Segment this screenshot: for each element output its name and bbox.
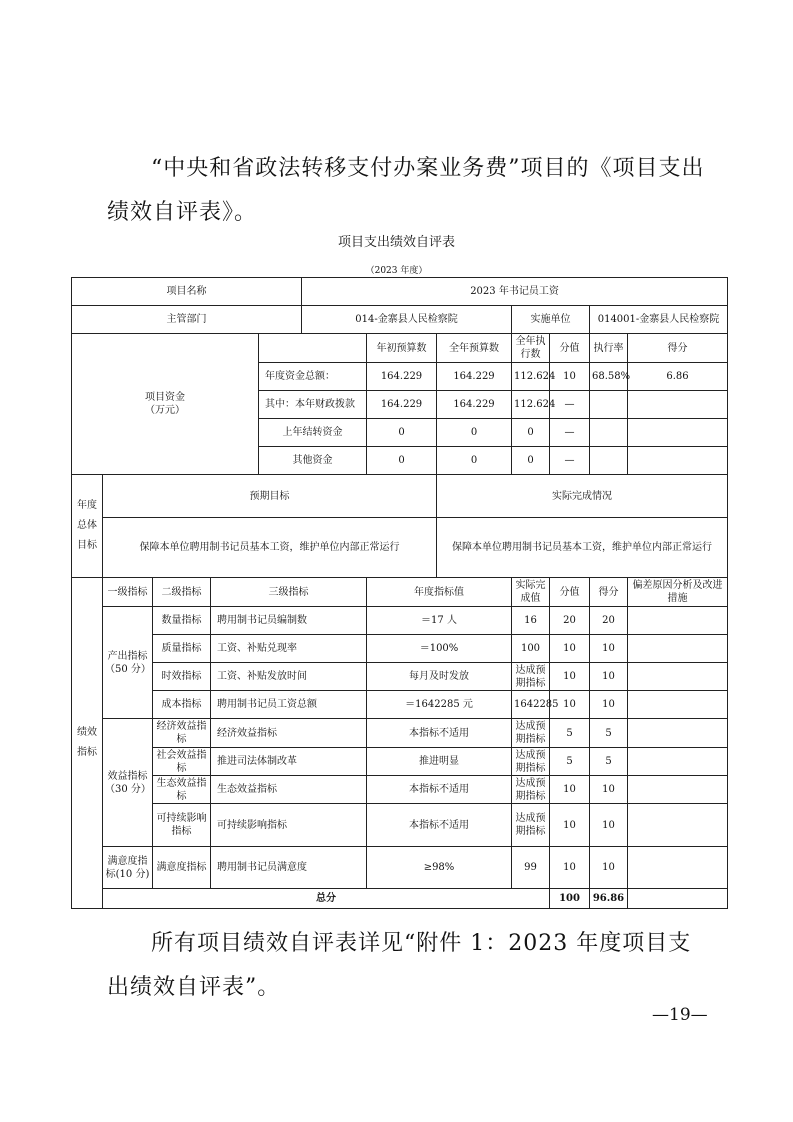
funds-cell: 10 xyxy=(550,363,590,391)
dept-label: 主管部门 xyxy=(72,306,302,334)
note xyxy=(628,748,728,776)
funds-cell xyxy=(590,447,628,475)
expected-label: 预期目标 xyxy=(103,475,437,518)
funds-cell: — xyxy=(550,447,590,475)
funds-cell xyxy=(628,447,728,475)
score: 10 xyxy=(590,663,628,691)
impl-label: 实施单位 xyxy=(512,306,590,334)
note xyxy=(628,607,728,635)
score: 20 xyxy=(590,607,628,635)
level3: 经济效益指标 xyxy=(211,719,367,748)
weight: 5 xyxy=(550,748,590,776)
closing-paragraph: 所有项目绩效自评表详见“附件 1：2023 年度项目支出绩效自评表”。 xyxy=(107,931,692,1000)
target: ＝100% xyxy=(367,635,512,663)
funds-label xyxy=(72,334,259,475)
weight: 20 xyxy=(550,607,590,635)
project-name-label: 项目名称 xyxy=(72,278,302,306)
funds-cell: 6.86 xyxy=(628,363,728,391)
funds-cell: — xyxy=(550,419,590,447)
note xyxy=(628,691,728,719)
total-blank xyxy=(628,889,728,909)
target: 本指标不适用 xyxy=(367,804,512,847)
target: ＝1642285 元 xyxy=(367,691,512,719)
funds-cell xyxy=(590,391,628,419)
weight: 10 xyxy=(550,691,590,719)
project-name: 2023 年书记员工资 xyxy=(302,278,728,306)
actual: 100 xyxy=(512,635,550,663)
table-year: （2023 年度） xyxy=(365,266,428,276)
level3: 聘用制书记员满意度 xyxy=(211,847,367,889)
actual-goal: 保障本单位聘用制书记员基本工资，维护单位内部正常运行 xyxy=(437,518,728,578)
level2: 满意度指标 xyxy=(153,847,211,889)
impl-value: 014001-金寨县人民检察院 xyxy=(590,306,728,334)
actual-label: 实际完成情况 xyxy=(437,475,728,518)
weight: 10 xyxy=(550,847,590,889)
actual: 达成预期指标 xyxy=(512,804,550,847)
level2: 生态效益指标 xyxy=(153,776,211,804)
funds-label-line1: 项目资金 xyxy=(145,392,185,403)
ind-col-actual: 实际完成值 xyxy=(512,578,550,607)
funds-header-blank xyxy=(259,334,367,363)
actual: 16 xyxy=(512,607,550,635)
level2: 可持续影响指标 xyxy=(153,804,211,847)
funds-cell xyxy=(628,391,728,419)
page-number: —19— xyxy=(652,1005,708,1025)
actual: 达成预期指标 xyxy=(512,748,550,776)
weight: 5 xyxy=(550,719,590,748)
score: 10 xyxy=(590,804,628,847)
funds-cell: 164.229 xyxy=(367,391,437,419)
level3: 聘用制书记员编制数 xyxy=(211,607,367,635)
funds-row-name: 上年结转资金 xyxy=(259,419,367,447)
actual: 达成预期指标 xyxy=(512,663,550,691)
funds-row-name: 年度资金总额： xyxy=(259,363,367,391)
note xyxy=(628,776,728,804)
funds-cell xyxy=(590,419,628,447)
actual: 1642285 xyxy=(512,691,550,719)
funds-cell: 164.229 xyxy=(437,363,512,391)
funds-row-name: 其中：本年财政拨款 xyxy=(259,391,367,419)
level2: 经济效益指标 xyxy=(153,719,211,748)
funds-cell: 0 xyxy=(367,419,437,447)
actual: 达成预期指标 xyxy=(512,719,550,748)
level2: 成本指标 xyxy=(153,691,211,719)
note xyxy=(628,635,728,663)
score: 10 xyxy=(590,635,628,663)
weight: 10 xyxy=(550,776,590,804)
funds-cell: 112.624 xyxy=(512,391,550,419)
target: 推进明显 xyxy=(367,748,512,776)
funds-cell: 0 xyxy=(512,419,550,447)
funds-cell: 164.229 xyxy=(437,391,512,419)
level1-output: 产出指标（50 分） xyxy=(103,607,153,719)
level2: 社会效益指标 xyxy=(153,748,211,776)
note xyxy=(628,847,728,889)
target: ≥98% xyxy=(367,847,512,889)
level1-benefit: 效益指标（30 分） xyxy=(103,719,153,847)
funds-col-weight: 分值 xyxy=(550,334,590,363)
target: 每月及时发放 xyxy=(367,663,512,691)
ind-col-level1: 一级指标 xyxy=(103,578,153,607)
funds-cell: 0 xyxy=(367,447,437,475)
score: 10 xyxy=(590,776,628,804)
intro-paragraph: “中央和省政法转移支付办案业务费”项目的《项目支出绩效自评表》。 xyxy=(107,156,705,225)
indicators-label: 绩效指标 xyxy=(72,578,103,909)
funds-col-rate: 执行率 xyxy=(590,334,628,363)
funds-col-initial: 年初预算数 xyxy=(367,334,437,363)
dept-value: 014-金寨县人民检察院 xyxy=(302,306,512,334)
total-score: 96.86 xyxy=(590,889,628,909)
level3: 工资、补贴兑现率 xyxy=(211,635,367,663)
target: ＝17 人 xyxy=(367,607,512,635)
expected-goal: 保障本单位聘用制书记员基本工资，维护单位内部正常运行 xyxy=(103,518,437,578)
note xyxy=(628,719,728,748)
funds-row-name: 其他资金 xyxy=(259,447,367,475)
ind-col-score: 得分 xyxy=(590,578,628,607)
actual: 99 xyxy=(512,847,550,889)
level2: 时效指标 xyxy=(153,663,211,691)
note xyxy=(628,663,728,691)
weight: 10 xyxy=(550,635,590,663)
funds-col-annual: 全年预算数 xyxy=(437,334,512,363)
target: 本指标不适用 xyxy=(367,719,512,748)
ind-col-note: 偏差原因分析及改进措施 xyxy=(628,578,728,607)
score: 10 xyxy=(590,691,628,719)
level2: 质量指标 xyxy=(153,635,211,663)
level2: 数量指标 xyxy=(153,607,211,635)
ind-col-level3: 三级指标 xyxy=(211,578,367,607)
weight: 10 xyxy=(550,804,590,847)
funds-cell: 0 xyxy=(437,419,512,447)
ind-col-weight: 分值 xyxy=(550,578,590,607)
funds-cell: 0 xyxy=(437,447,512,475)
funds-cell: 68.58% xyxy=(590,363,628,391)
funds-cell: 0 xyxy=(512,447,550,475)
score: 10 xyxy=(590,847,628,889)
actual: 达成预期指标 xyxy=(512,776,550,804)
weight: 10 xyxy=(550,663,590,691)
score: 5 xyxy=(590,719,628,748)
level3: 生态效益指标 xyxy=(211,776,367,804)
funds-cell: — xyxy=(550,391,590,419)
level3: 聘用制书记员工资总额 xyxy=(211,691,367,719)
funds-cell xyxy=(628,419,728,447)
table-title: 项目支出绩效自评表 xyxy=(337,235,455,250)
total-label: 总分 xyxy=(103,889,550,909)
funds-col-score: 得分 xyxy=(628,334,728,363)
funds-cell: 112.624 xyxy=(512,363,550,391)
level3: 推进司法体制改革 xyxy=(211,748,367,776)
target: 本指标不适用 xyxy=(367,776,512,804)
score: 5 xyxy=(590,748,628,776)
ind-col-target: 年度指标值 xyxy=(367,578,512,607)
level3: 工资、补贴发放时间 xyxy=(211,663,367,691)
ind-col-level2: 二级指标 xyxy=(153,578,211,607)
note xyxy=(628,804,728,847)
total-weight: 100 xyxy=(550,889,590,909)
level1-satisfaction: 满意度指标(10 分) xyxy=(103,847,153,889)
goals-label: 年度总体目标 xyxy=(72,475,103,578)
evaluation-table xyxy=(71,277,728,909)
funds-cell: 164.229 xyxy=(367,363,437,391)
funds-col-executed: 全年执行数 xyxy=(512,334,550,363)
level3: 可持续影响指标 xyxy=(211,804,367,847)
funds-label-line2: （万元） xyxy=(145,405,185,416)
